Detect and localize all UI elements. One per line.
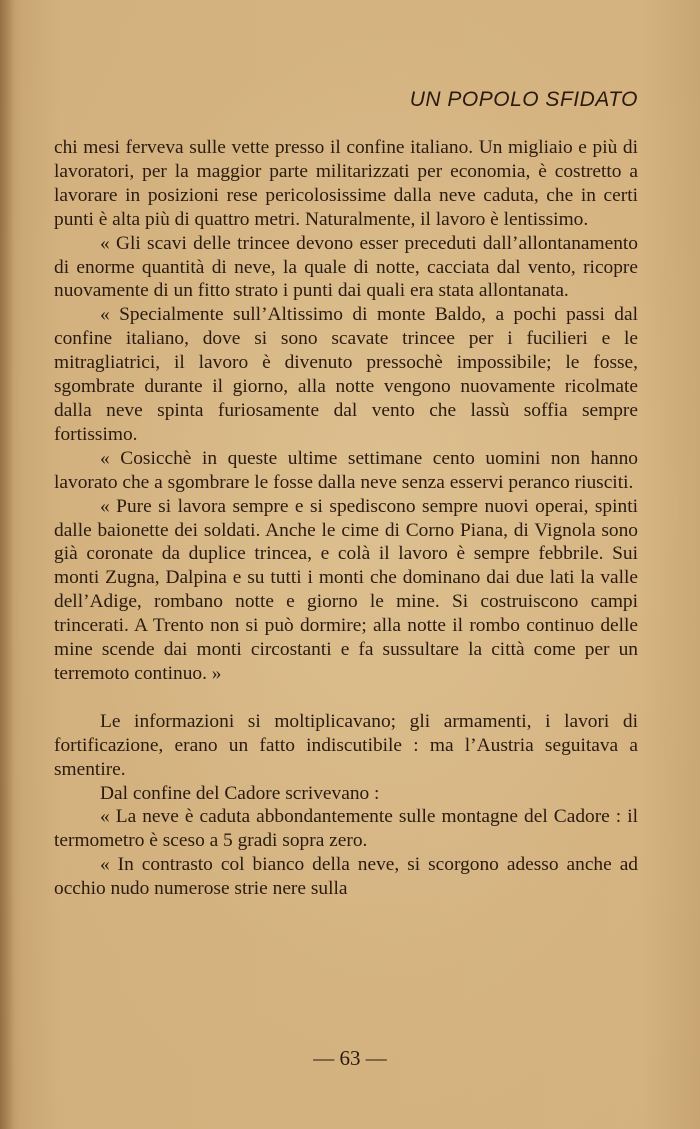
paragraph: « In contrasto col bianco della neve, si scorgono adesso anche ad occhio nudo numerose strie nere sulla [54,854,638,900]
paragraph: « Cosicchè in queste ultime settimane cento uomini non hanno lavorato che a sgombrare le fosse dalla neve senza esservi peranco riusciti. [54,447,638,493]
paragraph: « La neve è caduta abbondantemente sulle montagne del Cadore : il termometro è sceso a 5 gradi sopra zero. [54,806,638,852]
section-break [54,686,638,710]
running-head: UN POPOLO SFIDATO [409,88,638,111]
paragraph: « Specialmente sull’Altissimo di monte Baldo, a pochi passi dal confine italiano, dove si sono scavate trincee per i fucilieri e le mitragliatrici, il lavoro è divenuto pressochè impossibile; le fosse, sgombrate durante il giorno, alla notte vengono nuovamente ricolmate dalla neve spinta furiosamente dal vento che lassù soffia sempre fortissimo. [54,304,638,445]
paragraph: Le informazioni si moltiplicavano; gli armamenti, i lavori di fortificazione, erano un fatto indiscutibile : ma l’Austria seguitava a smentire. [54,710,638,780]
body-text [54,136,638,901]
paragraph: Dal confine del Cadore scrivevano : [100,782,380,804]
paragraph: chi mesi ferveva sulle vette presso il confine italiano. Un migliaio e più di lavoratori, per la maggior parte militarizzati per economia, è costretto a lavorare in posizioni rese pericolosissime dalla neve caduta, che in certi punti è alta più di quattro metri. Naturalmente, il lavoro è lentissimo. [54,137,638,230]
paragraph: « Gli scavi delle trincee devono esser preceduti dall’allontanamento di enorme quantità di neve, la quale di notte, cacciata dal vento, ricopre nuovamente di un fitto strato i punti dai quali era stata allontanata. [54,232,638,302]
page-number: — 63 — [313,1046,387,1070]
paragraph: « Pure si lavora sempre e si spediscono sempre nuovi operai, spinti dalle baionette dei soldati. Anche le cime di Corno Piana, di Vignola sono già coronate da duplice trincea, e colà il lavoro è sempre febbrile. Sui monti Zugna, Dalpina e su tutti i monti che dominano dai due lati la valle dell’Adige, rombano notte e giorno le mine. Si costruiscono campi trincerati. A Trento non si può dormire; alla notte il rombo continuo delle mine scende dai monti circostanti e fa sussultare la città come per un terremoto continuo. » [54,495,638,684]
